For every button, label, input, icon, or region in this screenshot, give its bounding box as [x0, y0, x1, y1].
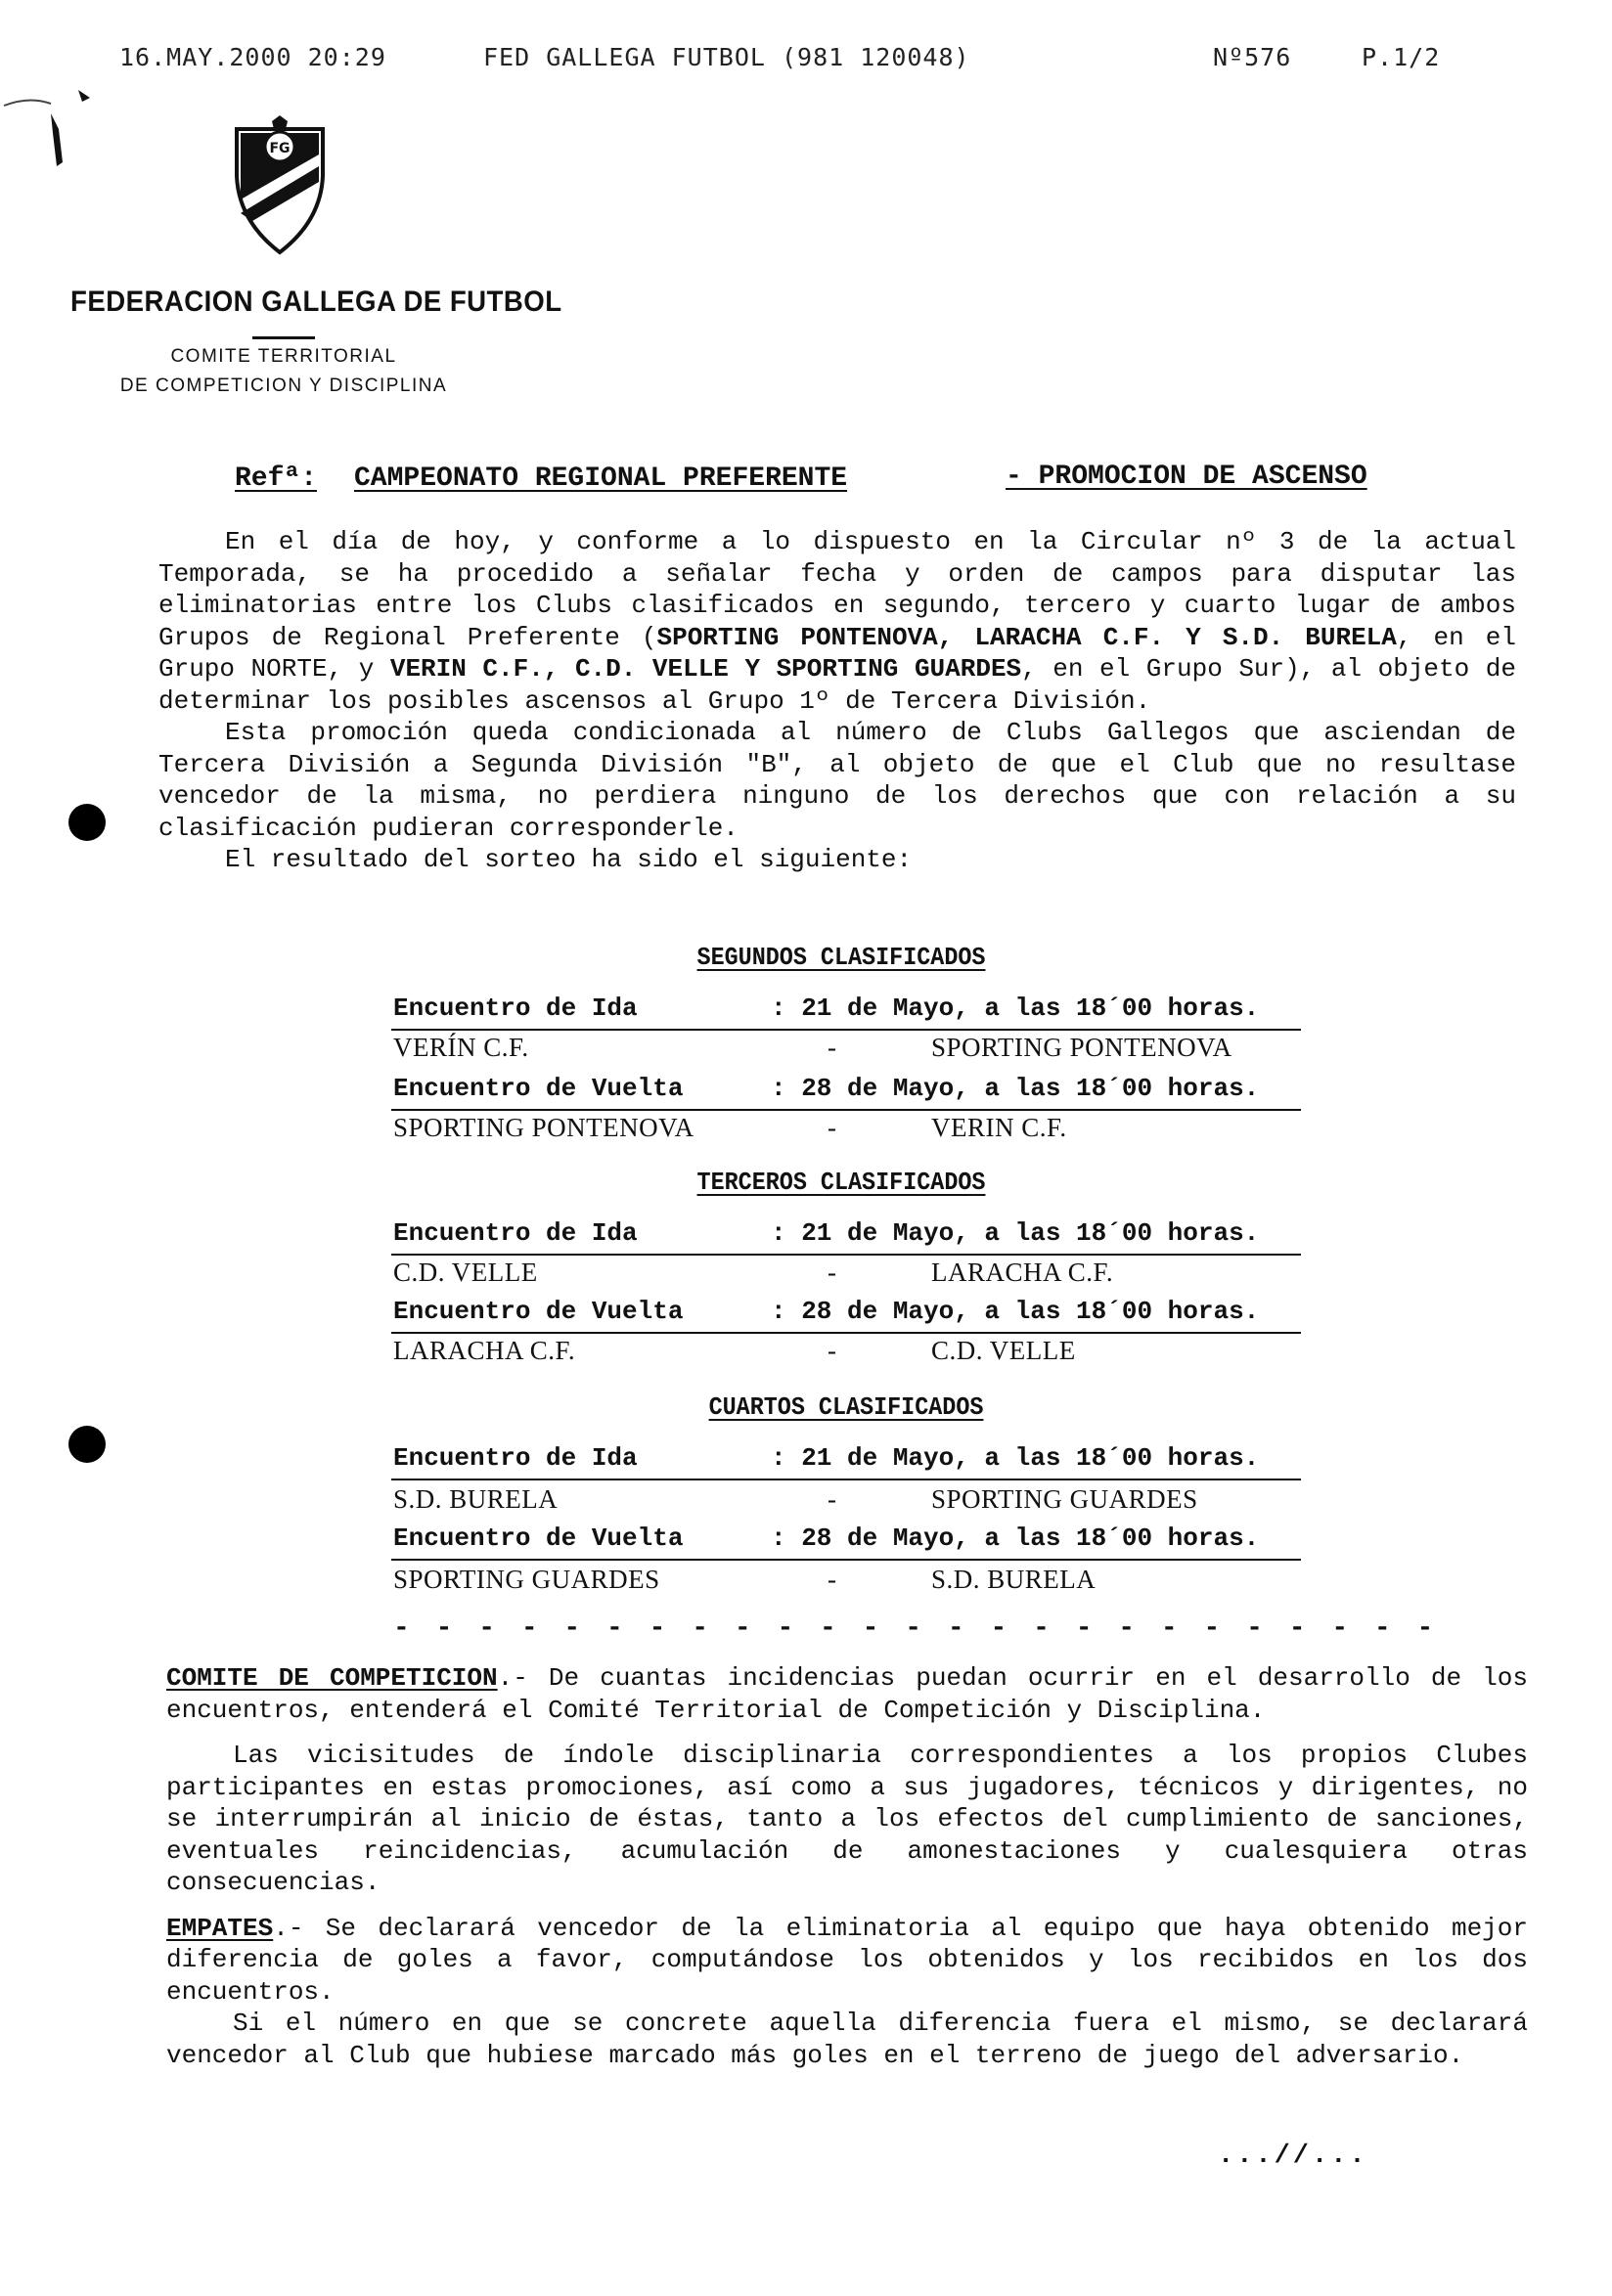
leg-schedule: : 21 de Mayo, a las 18´00 horas.	[771, 1218, 1260, 1248]
intro-p1-part2: , en el Grupo NORTE, y	[158, 622, 1517, 684]
leg-schedule: : 28 de Mayo, a las 18´00 horas.	[771, 1297, 1260, 1326]
committee-rule	[252, 336, 315, 339]
discipline-clause: Las vicisitudes de índole disciplinaria correspondientes a los propios Clubes participantes en estas promociones, así como a sus jugadores, técnicos y dirigentes, no se interrumpirán al inicio de éstas, tanto a los efectos del cumplimiento de sanciones, eventuales reincidencias, acumulación de amonestaciones y cualesquiera otras consecuencias.	[166, 1741, 1528, 1897]
punch-hole-bottom	[68, 1426, 106, 1463]
away-team: VERIN C.F.	[931, 1113, 1067, 1142]
ties-heading: EMPATES	[166, 1913, 274, 1943]
leg-label: Encuentro de Vuelta	[393, 1074, 684, 1103]
continuation-mark: ...//...	[1218, 2141, 1368, 2171]
home-team: LARACHA C.F.	[393, 1336, 576, 1365]
home-team: VERÍN C.F.	[393, 1033, 529, 1062]
away-team: SPORTING PONTENOVA	[931, 1033, 1232, 1062]
organization-name: FEDERACION GALLEGA DE FUTBOL	[70, 286, 562, 318]
leg-label: Encuentro de Vuelta	[393, 1523, 684, 1553]
match-separator: -	[828, 1336, 837, 1365]
rules-text	[166, 1662, 1528, 2071]
fax-sender: FED GALLEGA FUTBOL (981 120048)	[483, 43, 970, 71]
match-row	[391, 1258, 1301, 1293]
crest-icon	[231, 115, 329, 260]
svg-text:FG: FG	[269, 141, 291, 156]
match-separator: -	[828, 1484, 837, 1514]
second-leg-row	[391, 1074, 1301, 1111]
away-team: C.D. VELLE	[931, 1336, 1076, 1365]
match-separator: -	[828, 1258, 837, 1287]
intro-p1-part3: , en el Grupo Sur), al objeto de determinar los posibles ascensos al Grupo 1º de Tercera División.	[158, 654, 1516, 716]
ties-clause	[166, 1913, 1528, 2009]
leg-label: Encuentro de Vuelta	[393, 1297, 684, 1326]
first-leg-row	[391, 993, 1301, 1031]
fax-page-number: P.1/2	[1362, 43, 1441, 71]
ties-text: .- Se declarará vencedor de la eliminatoria al equipo que haya obtenido mejor diferencia de goles a favor, computándose los obtenidos y los recibidos en los dos encuentros.	[166, 1913, 1528, 2007]
match-separator: -	[828, 1565, 837, 1594]
second-leg-row	[391, 1523, 1301, 1561]
intro-paragraph-2: Esta promoción queda condicionada al número de Clubs Gallegos que asciendan de Tercera División a Segunda División "B", al objeto de que el Club que no resultase vencedor de la misma, no perdiera ninguno de los derechos que con relación a su clasificación pudieran corresponderle.	[158, 718, 1516, 843]
away-team: S.D. BURELA	[931, 1565, 1097, 1594]
subject-title: CAMPEONATO REGIONAL PREFERENTE	[354, 464, 848, 494]
section-title-segundos: SEGUNDOS CLASIFICADOS	[696, 943, 986, 972]
section-title-cuartos: CUARTOS CLASIFICADOS	[708, 1392, 984, 1422]
match-row	[391, 1484, 1301, 1520]
fax-number: Nº576	[1213, 43, 1292, 71]
fax-datetime: 16.MAY.2000 20:29	[119, 43, 386, 71]
leg-label: Encuentro de Ida	[393, 1443, 638, 1473]
match-row	[391, 1033, 1301, 1068]
leg-schedule: : 21 de Mayo, a las 18´00 horas.	[771, 993, 1260, 1023]
intro-text	[158, 526, 1516, 876]
match-separator: -	[828, 1113, 837, 1142]
scan-mark-icon	[0, 68, 108, 176]
committee-text: .- De cuantas incidencias puedan ocurrir en el desarrollo de los encuentros, entenderá el Comité Territorial de Competición y Disciplina.	[166, 1663, 1529, 1725]
south-group-clubs: VERIN C.F., C.D. VELLE Y SPORTING GUARDES	[389, 654, 1022, 684]
subject-ref-label: Refª:	[235, 464, 318, 494]
leg-schedule: : 28 de Mayo, a las 18´00 horas.	[771, 1074, 1260, 1103]
match-row	[391, 1565, 1301, 1600]
home-team: S.D. BURELA	[393, 1484, 559, 1514]
second-leg-row	[391, 1297, 1301, 1334]
ties-clause-2: Si el número en que se concrete aquella diferencia fuera el mismo, se declarará vencedor al Club que hubiese marcado más goles en el terreno de juego del adversario.	[166, 2009, 1528, 2070]
leg-label: Encuentro de Ida	[393, 993, 638, 1023]
section-title-terceros: TERCEROS CLASIFICADOS	[696, 1168, 986, 1197]
away-team: SPORTING GUARDES	[931, 1484, 1198, 1514]
committee-line-2: DE COMPETICION Y DISCIPLINA	[119, 375, 448, 396]
intro-paragraph-3: El resultado del sorteo ha sido el siguiente:	[225, 845, 913, 874]
north-group-clubs: SPORTING PONTENOVA, LARACHA C.F. Y S.D. BURELA	[656, 622, 1397, 652]
home-team: SPORTING PONTENOVA	[393, 1113, 694, 1142]
away-team: LARACHA C.F.	[931, 1258, 1114, 1287]
first-leg-row	[391, 1443, 1301, 1480]
committee-clause	[166, 1662, 1528, 1726]
leg-schedule: : 28 de Mayo, a las 18´00 horas.	[771, 1523, 1260, 1553]
first-leg-row	[391, 1218, 1301, 1256]
match-row	[391, 1113, 1301, 1148]
intro-p1-part1: En el día de hoy, y conforme a lo dispuesto en la Circular nº 3 de la actual Temporada, se ha procedido a señalar fecha y orden de campos para disputar las eliminatorias entre los Clubs clasificados en segundo, tercero y cuarto lugar de ambos Grupos de Regional Preferente (	[158, 527, 1516, 652]
leg-label: Encuentro de Ida	[393, 1218, 638, 1248]
home-team: C.D. VELLE	[393, 1258, 538, 1287]
section-divider: - - - - - - - - - - - - - - - - - - - - - - - - -	[393, 1613, 1439, 1644]
committee-name	[78, 342, 489, 401]
leg-schedule: : 21 de Mayo, a las 18´00 horas.	[771, 1443, 1260, 1473]
match-separator: -	[828, 1033, 837, 1062]
subject-subtitle: - PROMOCION DE ASCENSO	[1006, 462, 1367, 492]
home-team: SPORTING GUARDES	[393, 1565, 660, 1594]
punch-hole-top	[68, 804, 106, 841]
intro-paragraph-1	[158, 526, 1516, 717]
committee-heading: COMITE DE COMPETICION	[166, 1663, 498, 1693]
match-row	[391, 1336, 1301, 1371]
committee-line-1: COMITE TERRITORIAL	[170, 346, 397, 367]
